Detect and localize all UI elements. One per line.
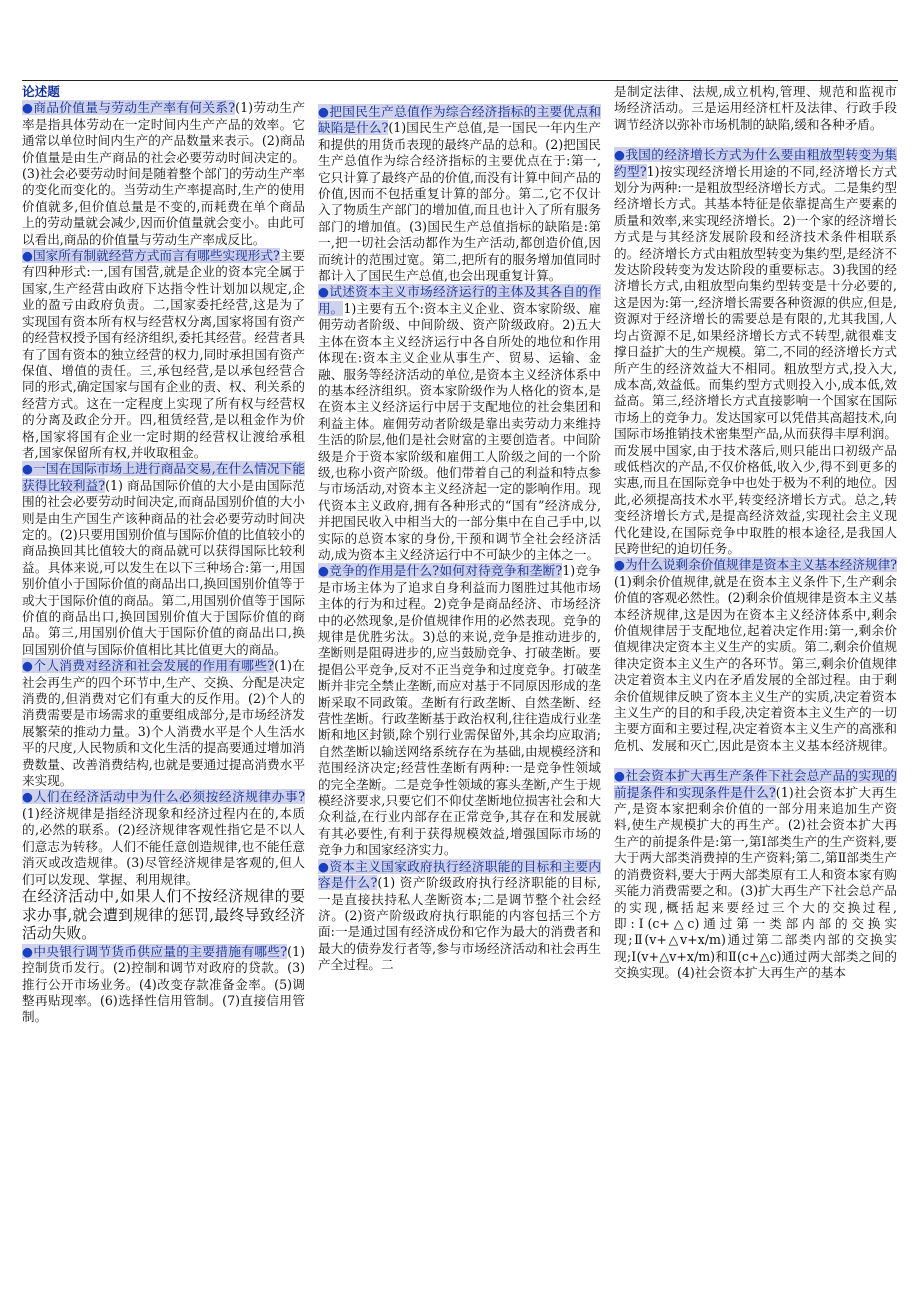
- header-rule: [22, 80, 898, 81]
- question-block: [614, 147, 897, 557]
- section-title: 论述题: [22, 84, 60, 99]
- question-block: [318, 563, 601, 858]
- bullet-icon: ●: [614, 147, 626, 163]
- question-text: 国家所有制就经营方式而言有哪些实现形式?: [33, 248, 280, 264]
- bullet-icon: ●: [614, 768, 626, 784]
- question-text: 把国民生产总值作为综合经济指标的主要优点和缺陷是什么?: [318, 104, 601, 136]
- question-block: [614, 84, 897, 133]
- column-2: [318, 84, 601, 1296]
- bullet-icon: ●: [318, 563, 330, 579]
- question-block: [318, 104, 601, 284]
- answer-text: 1)竞争是市场主体为了追求自身利益而力图胜过其他市场主体的行为和过程。2)竞争是商品经济、市场经济中的必然现象,是价值规律作用的必然表现。竞争的规律是优胜劣汰。3)总的来说,竞争是推动进步的,垄断则是阻碍进步的,应当鼓励竞争、打破垄断。要提倡公平竞争,反对不正当竞争和过度竞争。打破垄断并非完全禁止垄断,而应对基于不同原因形成的垄断采取不同政策。垄断有行政垄断、自然垄断、经营性垄断。行政垄断基于政治权利,往往造成行业垄断和地区封锁,除个别行业需保留外,其余均应取消;自然垄断以输送网络系统存在为基础,由规模经济和范围经济决定;经营性垄断有两种:一是竞争性领域的完全垄断。二是竞争性领域的寡头垄断,产生于规模经济要求,只要它们不仰仗垄断地位损害社会和大众利益,在行业内部存在正常竞争,其存在和发展就有其必要性,有利于获得规模效益,增强国际市场的竞争力和国家经济实力。: [318, 563, 601, 858]
- question-heading: [22, 248, 280, 263]
- question-text: 一国在国际市场上进行商品交易,在什么情况下能获得比较利益?: [22, 461, 305, 493]
- answer-text: (1) 资产阶级政府执行经济职能的目标,一是直接扶持私人垄断资本;二是调节整个社会经济。(2)资产阶级政府执行职能的内容包括三个方面:一是通过国有经济成份和它作为最大的消费者和最大的债券发行者等,参与市场经济活动和社会再生产全过程。二: [318, 875, 601, 973]
- question-heading: [22, 100, 235, 115]
- question-block: [22, 100, 305, 248]
- question-text: 竞争的作用是什么?如何对待竞争和垄断?: [329, 563, 563, 579]
- bullet-icon: ●: [22, 658, 34, 674]
- answer-text: (1)国民生产总值,是一国民一年内生产和提供的用货币表现的最终产品的总和。(2)把国民生产总值作为综合经济指标的主要优点在于:第一,它只计算了最终产品的价值,而没有计算中间产品的价值,因而不包括重复计算的部分。第二,它不仅计入了物质生产部门的增加值,而且也计入了所有服务部门的增加值。(3)国民生产总值指标的缺陷是:第一,把一切社会活动都作为生产活动,都创造价值,因而统计的范围过宽。第二,把所有的服务增加值同时都计入了国民生产总值,也会出现重复计算。: [318, 120, 601, 284]
- question-heading: [22, 789, 305, 804]
- question-block: [22, 658, 305, 789]
- question-text: 为什么说剩余价值规律是资本主义基本经济规律?: [625, 557, 897, 573]
- question-text: 人们在经济活动中为什么必须按经济规律办事?: [33, 789, 305, 805]
- answer-text: (1)社会资本扩大再生产,是资本家把剩余价值的一部分用来追加生产资料,使生产规模扩大的再生产。(2)社会资本扩大再生产的前提条件是:第一,第Ⅰ部类生产的生产资料,要大于两大部类消费掉的生产资料;第二,第Ⅱ部类生产的消费资料,要大于两大部类原有工人和资本家有购买能力消费需要之和。(3)扩大再生产下社会总产品的实现,概括起来要经过三个大的交换过程,即:Ⅰ(c+△c)通过第一类部内部的交换实现;Ⅱ(v+△v+x/m)通过第二部类内部的交换实现;Ⅰ(v+△v+x/m)和Ⅱ(c+△c)通过两大部类之间的交换实现。(4)社会资本扩大再生产的基本: [614, 784, 897, 981]
- question-block: [318, 859, 601, 974]
- question-block: [614, 768, 897, 981]
- question-block: [614, 557, 897, 754]
- question-block: [22, 248, 305, 461]
- question-text: 中央银行调节货币供应量的主要措施有哪些?: [33, 943, 288, 959]
- bullet-icon: ●: [318, 104, 330, 119]
- answer-text: (1)在社会再生产的四个环节中,生产、交换、分配是决定消费的,但消费对它们有重大的反作用。(2)个人的消费需要是市场需求的重要组成部分,是市场经济发展繁荣的推动力量。3)个人消费水平是个人生活水平的尺度,人民物质和文化生活的提高要通过增加消费数量、改善消费结构,也就是要通过提高消费水平来实现。: [22, 658, 305, 789]
- question-text: 商品价值量与劳动生产率有何关系?: [33, 100, 236, 116]
- spacer: [614, 133, 897, 147]
- question-heading: [22, 658, 274, 673]
- question-heading: [22, 944, 287, 959]
- bullet-icon: ●: [22, 100, 34, 116]
- question-text: 我国的经济增长方式为什么要由粗放型转变为集约型?: [614, 147, 897, 179]
- question-text: 社会资本扩大再生产条件下社会总产品的实现的前提条件和实现条件是什么?: [614, 768, 897, 800]
- question-block: [318, 284, 601, 563]
- question-heading: [318, 563, 562, 578]
- answer-text: 1)主要有五个:资本主义企业、资本家阶级、雇佣劳动者阶级、中间阶级、资产阶级政府。2)五大主体在资本主义经济运行中各自所处的地位和作用体现在:资本主义企业从事生产、贸易、运输、金融、服务等经济活动的单位,是资本主义经济体系中的基本经济组织。资本家阶级作为人格化的资本,是在资本主义经济运行中居于支配地位的社会集团和利益主体。雇佣劳动者阶级是靠出卖劳动力来维持生活的阶层,他们是社会财富的主要创造者。中间阶级是介于资本家阶级和雇佣工人阶级之间的一个阶级,也称小资产阶级。他们带着自己的利益和特点参与市场活动,对资本主义经济起一定的影响作用。现代资本主义政府,拥有各种形式的“国有”经济成分,并把国民收入中相当大的一部分集中在自己手中,以实际的总资本家的身份,干预和调节全社会经济活动,成为资本主义经济运行中不可缺少的主体之一。: [318, 300, 601, 562]
- column-1: [22, 84, 305, 1296]
- answer-text: 1)按实现经济增长用途的不同,经济增长方式划分为两种:一是粗放型经济增长方式。二是集约型经济增长方式。其基本特征是依靠提高生产要素的质量和效率,来实现经济增长。2)一个家的经济增长方式是与其经济发展阶段和经济技术条件相联系的。经济增长方式由粗放型转变为集约型,是经济不发达阶段转变为发达阶段的重要标志。3)我国的经济增长方式,由粗放型向集约型转变是十分必要的,这是因为:第一,经济增长需要各种资源的供应,但是,资源对于经济增长的需要总是有限的,尤其我国,人均占资源不足,如果经济增长方式不转型,就很难支撑日益扩大的生产规模。第二,不同的经济增长方式所产生的经济效益大不相同。粗放型方式,投入大,成本高,效益低。而集约型方式则投入小,成本低,效益高。第三,经济增长方式直接影响一个国家在国际市场上的竞争力。发达国家可以凭借其高超技术,向国际市场推销技术密集型产品,从而获得丰厚利润。而发展中国家,由于技术落后,则只能出口初级产品或低档次的产品,不仅价格低,收入少,得不到更多的实惠,而且在国际竞争中也处于极为不利的地位。因此,必须提高技术水平,转变经济增长方式。总之,转变经济增长方式,是提高经济效益,实现社会主义现代化建设,在国际竞争中取胜的根本途径,是我国人民跨世纪的迫切任务。: [614, 163, 897, 556]
- question-text: 试述资本主义市场经济运行的主体及其各自的作用。: [318, 284, 601, 316]
- answer-text: (1)劳动生产率是指具体劳动在一定时间内生产产品的效率。它通常以单位时间内生产的产品数量来表示。(2)商品价值量是由生产商品的社会必要劳动时间决定的。 (3)社会必要劳动时间是随着整个部门的劳动生产率的变化而变化的。当劳动生产率提高时,生产的使用价值就多,但价值总量是不变的,而耗费在单个商品上的劳动量就会减少,因而价值量就会变小。由此可以看出,商品的价值量与劳动生产率成反比。: [22, 100, 305, 247]
- question-block: [22, 461, 305, 658]
- bullet-icon: ●: [22, 943, 34, 959]
- question-block: [22, 789, 305, 887]
- answer-text-large: 在经济活动中,如果人们不按经济规律的要求办事,就会遭到规律的惩罚,最终导致经济活动失败。: [22, 887, 305, 943]
- bullet-icon: ●: [22, 248, 34, 264]
- answer-text: 主要有四种形式:一,国有国营,就是企业的资本完全属于国家,生产经营由政府下达指令性计划加以规定,企业的盈亏由政府负责。二,国家委托经营,这是为了实现国有资本所有权与经营权分离,国家将国有资产的经营权授予国有经济组织,委托其经营。经营者具有了国有资本的独立经营的权力,同时承担国有资产保值、增值的责任。三,承包经营,是以承包经营合同的形式,确定国家与国有企业的责、权、利关系的经营方式。这在一定程度上实现了所有权与经营权的分离及政企分开。四,租赁经营,是以租金作为价格,国家将国有企业一定时期的经营权让渡给承租者,国家保留所有权,并收取租金。: [22, 248, 305, 460]
- spacer: [614, 754, 897, 768]
- bullet-icon: ●: [318, 284, 330, 300]
- answer-text: (1) 商品国际价值的大小是由国际范围的社会必要劳动时间决定,而商品国别价值的大小则是由生产国生产该种商品的社会必要劳动时间决定的。(2)只要用国别价值与国际价值的比值较小的商品换回其比值较大的商品就可以获得国际比较利益。具体来说,可以发生在以下三种场合:第一,用国别价值小于国际价值的商品出口,换回国别价值等于或大于国际价值的商品。第二,用国别价值等于国际价值的商品出口,换回国别价值大于国际价值的商品。第三,用国别价值大于国际价值的商品出口,换回国别价值与国际价值相比其比值更大的商品。: [22, 477, 305, 657]
- spacer: [318, 84, 601, 104]
- answer-text: (1)剩余价值规律,就是在资本主义条件下,生产剩余价值的客观必然性。(2)剩余价值规律是资本主义基本经济规律,这是因为在资本主义经济体系中,剩余价值规律居于支配地位,起着决定作用:第一,剩余价值规律决定资本主义生产的实质。第二,剩余价值规律决定资本主义生产的各环节。第三,剩余价值规律决定着资本主义内在矛盾发展的全部过程。由于剩余价值规律反映了资本主义生产的实质,决定着资本主义生产的目的和手段,决定着资本主义生产的一切主要方面和主要过程,决定着资本主义生产的高涨和危机、发展和灭亡,因此是资本主义基本经济规律。: [614, 573, 897, 753]
- question-text: 个人消费对经济和社会发展的作用有哪些?: [33, 658, 275, 674]
- answer-text: (1)经济规律是指经济现象和经济过程内在的,本质的,必然的联系。(2)经济规律客观性指它是不以人们意志为转移。人们不能任意创造规律,也不能任意消灭或改造规律。(3)尽管经济规律是客观的,但人们可以发现、掌握、利用规律。: [22, 805, 305, 887]
- bullet-icon: ●: [22, 461, 34, 477]
- answer-text: (1)控制货币发行。(2)控制和调节对政府的贷款。(3)推行公开市场业务。(4)改变存款准备金率。(5)调整再贴现率。(6)选择性信用管制。(7)直接信用管制。: [22, 943, 305, 1025]
- question-heading: [614, 557, 897, 572]
- bullet-icon: ●: [318, 858, 330, 874]
- question-block: [22, 944, 305, 1026]
- column-3: [614, 84, 897, 1296]
- bullet-icon: ●: [614, 557, 626, 573]
- bullet-icon: ●: [22, 789, 34, 805]
- answer-text: 是制定法律、法规,成立机构,管理、规范和监视市场经济活动。三是运用经济杠杆及法律、行政手段调节经济以弥补市场机制的缺陷,缓和各种矛盾。: [614, 84, 897, 132]
- question-text: 资本主义国家政府执行经济职能的目标和主要内容是什么?: [318, 858, 601, 891]
